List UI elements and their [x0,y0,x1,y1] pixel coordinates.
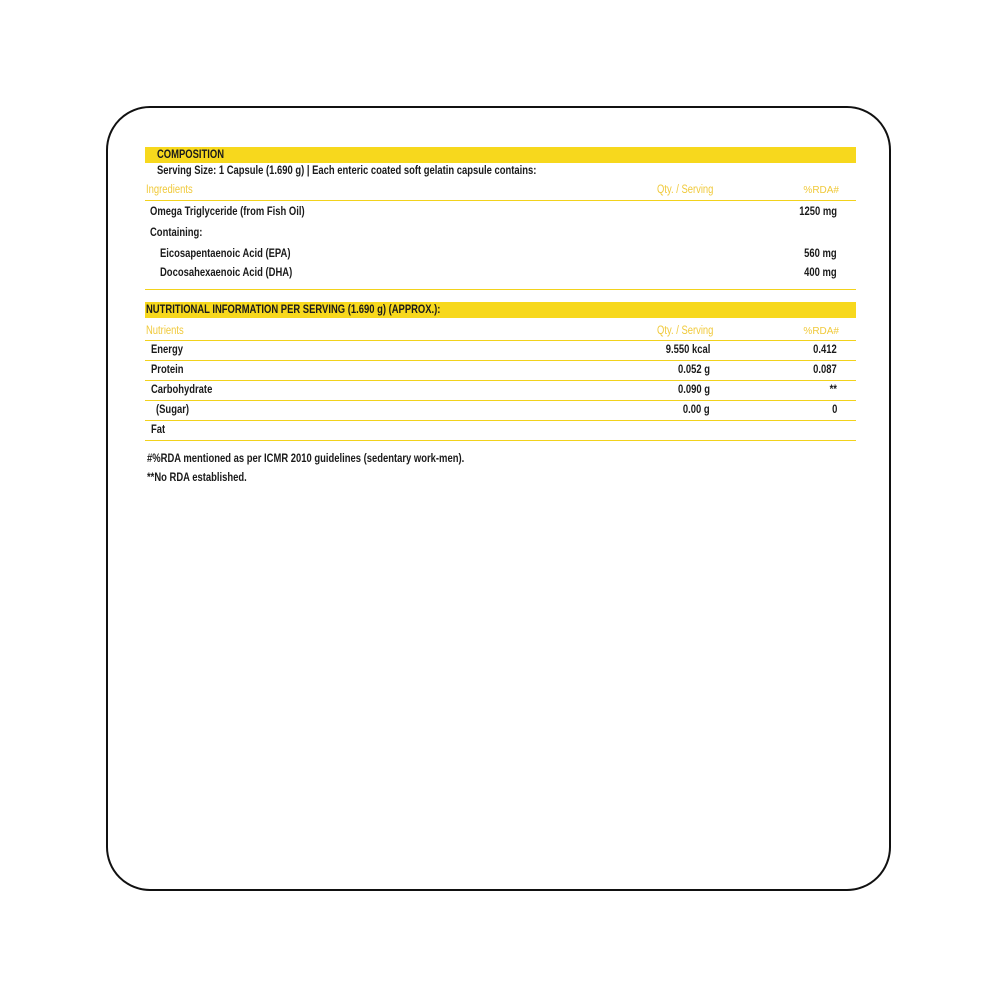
footnote [145,453,856,472]
nutr-rda-header: %RDA# [803,326,839,337]
table-row [145,381,856,401]
nutrient-name: Protein [151,364,184,376]
nutrient-rda: ** [829,384,837,396]
nutrient-rda: 0.412 [813,344,837,356]
nutr-qty-header: Qty. / Serving [657,325,714,337]
nutrition-title-band [145,302,856,318]
table-row [145,421,856,441]
nutrient-name: Carbohydrate [151,384,213,396]
ingredient-qty: 1250 mg [799,206,837,218]
ingredient-name: Omega Triglyceride (from Fish Oil) [150,206,305,218]
nutrient-name: Fat [151,424,166,436]
table-row [145,265,856,290]
ingredient-qty: 560 mg [804,248,837,260]
table-row [145,361,856,381]
table-row [145,401,856,421]
nutrient-rda: 0 [831,404,837,416]
nutrient-name: (Sugar) [156,404,190,416]
ingredient-qty: 400 mg [804,267,837,279]
nutrients-header: Nutrients [146,325,184,337]
table-row [145,201,856,223]
serving-note: Serving Size: 1 Capsule (1.690 g) | Each enteric coated soft gelatin capsule contains: [157,165,537,177]
composition-title: COMPOSITION [157,149,225,161]
composition-title-band [145,147,856,163]
composition-header-row [145,181,856,201]
footnote-rda: #%RDA mentioned as per ICMR 2010 guidelines (sedentary work-men). [147,453,465,465]
footnote-no-rda: **No RDA established. [147,472,247,484]
table-row [145,341,856,361]
comp-rda-header: %RDA# [803,185,839,196]
ingredient-name: Docosahexaenoic Acid (DHA) [160,267,293,279]
nutrition-title: NUTRITIONAL INFORMATION PER SERVING (1.690 g) (APPROX.): [146,304,441,316]
table-row [145,223,856,244]
nutrient-qty: 0.090 g [678,384,710,396]
nutrition-header-row [145,318,856,341]
nutrient-qty: 0.052 g [678,364,710,376]
nutrition-label [145,147,856,491]
comp-qty-header: Qty. / Serving [657,184,714,196]
table-row [145,244,856,265]
ingredient-name: Containing: [150,227,203,239]
serving-note-row [145,163,856,181]
nutrient-rda: 0.087 [813,364,837,376]
footnote [145,472,856,491]
nutrient-name: Energy [151,344,183,356]
ingredient-name: Eicosapentaenoic Acid (EPA) [160,248,291,260]
nutrient-qty: 9.550 kcal [665,344,710,356]
ingredients-header: Ingredients [146,184,193,196]
nutrient-qty: 0.00 g [683,404,710,416]
